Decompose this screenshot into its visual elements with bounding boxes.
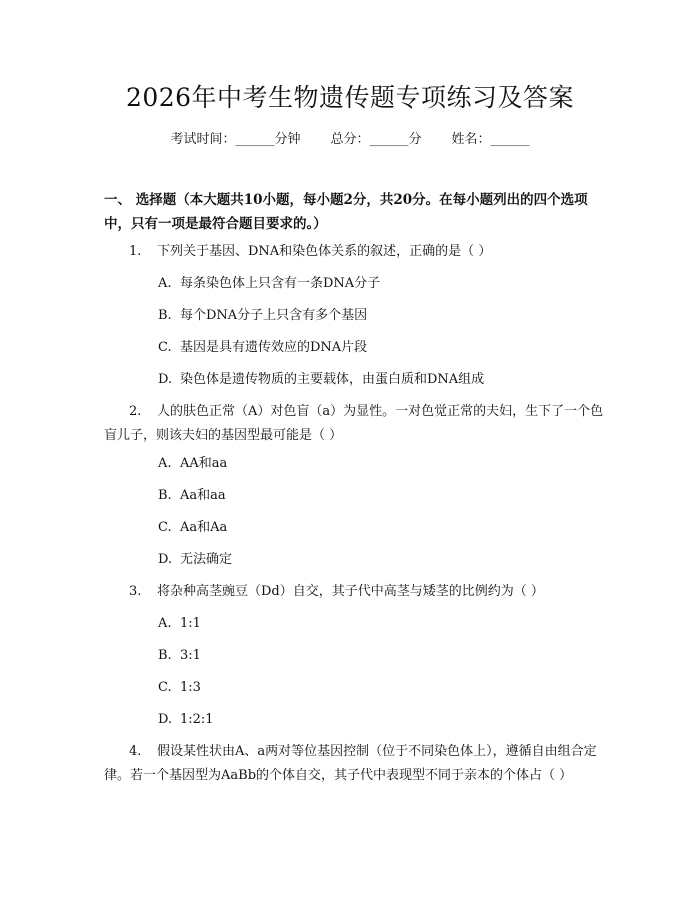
option-text: 染色体是遗传物质的主要载体，由蛋白质和DNA组成 bbox=[180, 372, 485, 387]
question-4 bbox=[104, 740, 604, 788]
option-3a bbox=[158, 614, 598, 634]
option-letter: D. bbox=[158, 552, 173, 567]
option-1c bbox=[158, 338, 598, 358]
question-number: 2. bbox=[129, 404, 142, 419]
question-text: 下列关于基因、DNA和染色体关系的叙述，正确的是（ ） bbox=[157, 244, 492, 259]
option-text: AA和aa bbox=[180, 456, 228, 471]
option-2a bbox=[158, 454, 598, 474]
option-letter: D. bbox=[158, 372, 173, 387]
option-letter: C. bbox=[158, 680, 172, 695]
exam-time-field: 考试时间：______分钟 bbox=[170, 132, 301, 147]
option-text: Aa和Aa bbox=[180, 520, 228, 535]
option-1a bbox=[158, 274, 598, 294]
option-letter: A. bbox=[158, 616, 172, 631]
option-letter: B. bbox=[158, 488, 172, 503]
question-1 bbox=[104, 240, 604, 264]
question-number: 3. bbox=[129, 584, 142, 599]
option-2c bbox=[158, 518, 598, 538]
option-letter: A. bbox=[158, 456, 172, 471]
question-number: 1. bbox=[129, 244, 142, 259]
option-2d bbox=[158, 550, 598, 570]
name-field: 姓名：______ bbox=[451, 132, 530, 147]
option-1b bbox=[158, 306, 598, 326]
option-3d bbox=[158, 710, 598, 730]
option-2b bbox=[158, 486, 598, 506]
question-text: 人的肤色正常（A）对色盲（a）为显性。一对色觉正常的夫妇，生下了一个色盲儿子，则该夫妇的基因型最可能是（ ） bbox=[104, 404, 604, 443]
question-2 bbox=[104, 400, 604, 448]
option-text: Aa和aa bbox=[180, 488, 226, 503]
page-title: 2026年中考生物遗传题专项练习及答案 bbox=[125, 83, 575, 112]
option-letter: C. bbox=[158, 520, 172, 535]
option-text: 3:1 bbox=[180, 648, 201, 663]
question-3 bbox=[104, 580, 604, 604]
option-letter: A. bbox=[158, 276, 172, 291]
total-score-field: 总分：______分 bbox=[330, 132, 422, 147]
section-heading: 一、 选择题（本大题共10小题，每小题2分，共20分。在每小题列出的四个选项中，只有一项是最符合题目要求的。） bbox=[104, 192, 588, 232]
option-letter: B. bbox=[158, 648, 172, 663]
option-text: 1:3 bbox=[180, 680, 201, 695]
option-text: 1:1 bbox=[180, 616, 201, 631]
option-text: 每条染色体上只含有一条DNA分子 bbox=[180, 276, 381, 291]
option-letter: C. bbox=[158, 340, 172, 355]
option-text: 1:2:1 bbox=[180, 712, 214, 727]
option-text: 每个DNA分子上只含有多个基因 bbox=[180, 308, 368, 323]
question-text: 假设某性状由A、a两对等位基因控制（位于不同染色体上），遵循自由组合定律。若一个基因型为AaBb的个体自交，其子代中表现型不同于亲本的个体占（ ） bbox=[104, 744, 597, 783]
option-text: 无法确定 bbox=[180, 552, 233, 567]
exam-meta bbox=[0, 130, 700, 150]
question-number: 4. bbox=[129, 744, 142, 759]
option-3c bbox=[158, 678, 598, 698]
option-text: 基因是具有遗传效应的DNA片段 bbox=[180, 340, 368, 355]
option-3b bbox=[158, 646, 598, 666]
option-letter: D. bbox=[158, 712, 173, 727]
question-text: 将杂种高茎豌豆（Dd）自交，其子代中高茎与矮茎的比例约为（ ） bbox=[157, 584, 544, 599]
option-1d bbox=[158, 370, 598, 390]
option-letter: B. bbox=[158, 308, 172, 323]
